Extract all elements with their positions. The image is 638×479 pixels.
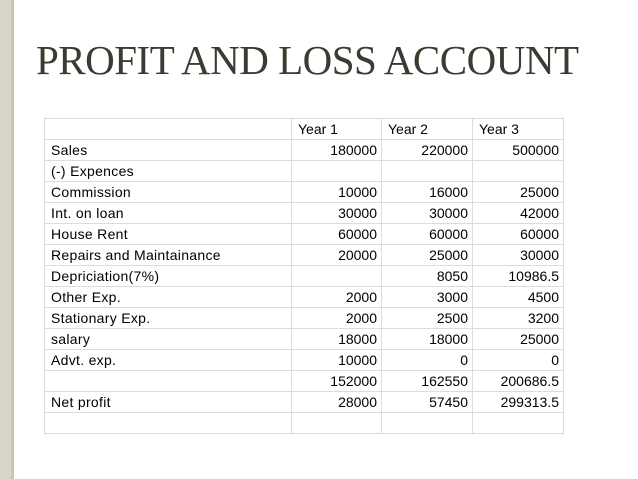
- row-value-cell-year-3: 299313.5: [473, 392, 564, 413]
- row-value-cell-year-1: 60000: [292, 224, 382, 245]
- row-value-cell-year-1: 20000: [292, 245, 382, 266]
- row-label-cell: (-) Expences: [45, 161, 292, 182]
- row-value-cell-year-2: 25000: [382, 245, 473, 266]
- slide-title: PROFIT AND LOSS ACCOUNT: [36, 37, 579, 83]
- row-value-cell-year-2: 3000: [382, 287, 473, 308]
- table-row: [45, 329, 564, 350]
- row-label-cell: Int. on loan: [45, 203, 292, 224]
- row-value-cell-year-3: 3200: [473, 308, 564, 329]
- table-header-row: [45, 119, 564, 140]
- row-value-cell-year-2: [382, 161, 473, 182]
- row-value-cell-year-1: 10000: [292, 350, 382, 371]
- row-value-cell-year-1: 152000: [292, 371, 382, 392]
- table-row: [45, 224, 564, 245]
- row-value-cell-year-3: 60000: [473, 224, 564, 245]
- row-value-cell-year-2: 16000: [382, 182, 473, 203]
- row-value-cell-year-1: [292, 161, 382, 182]
- row-value-cell-year-1: [292, 266, 382, 287]
- header-cell-year-2: Year 2: [382, 119, 473, 140]
- row-value-cell-year-3: 500000: [473, 140, 564, 161]
- row-value-cell-year-3: 30000: [473, 245, 564, 266]
- row-value-cell-year-1: 180000: [292, 140, 382, 161]
- table-row: [45, 392, 564, 413]
- profit-loss-table: [44, 118, 564, 434]
- row-label-cell: [45, 371, 292, 392]
- row-value-cell-year-1: 2000: [292, 287, 382, 308]
- table-row: [45, 140, 564, 161]
- row-value-cell-year-2: 30000: [382, 203, 473, 224]
- table-row: [45, 287, 564, 308]
- table-row: [45, 245, 564, 266]
- row-value-cell-year-1: 30000: [292, 203, 382, 224]
- row-value-cell-year-3: 25000: [473, 329, 564, 350]
- row-label-cell: [45, 413, 292, 434]
- table-row: [45, 266, 564, 287]
- decorative-side-bar: [0, 0, 14, 479]
- row-value-cell-year-2: 60000: [382, 224, 473, 245]
- row-value-cell-year-3: 25000: [473, 182, 564, 203]
- row-value-cell-year-2: 220000: [382, 140, 473, 161]
- row-label-cell: Sales: [45, 140, 292, 161]
- row-value-cell-year-3: 42000: [473, 203, 564, 224]
- row-value-cell-year-1: 10000: [292, 182, 382, 203]
- row-value-cell-year-3: [473, 161, 564, 182]
- row-value-cell-year-1: 28000: [292, 392, 382, 413]
- table-row: [45, 182, 564, 203]
- row-value-cell-year-1: [292, 413, 382, 434]
- header-cell-year-1: Year 1: [292, 119, 382, 140]
- row-label-cell: House Rent: [45, 224, 292, 245]
- table-row: [45, 413, 564, 434]
- row-value-cell-year-3: 10986.5: [473, 266, 564, 287]
- row-label-cell: salary: [45, 329, 292, 350]
- row-label-cell: Depriciation(7%): [45, 266, 292, 287]
- row-value-cell-year-2: 57450: [382, 392, 473, 413]
- row-label-cell: Commission: [45, 182, 292, 203]
- row-label-cell: Stationary Exp.: [45, 308, 292, 329]
- table-row: [45, 161, 564, 182]
- row-value-cell-year-3: 200686.5: [473, 371, 564, 392]
- row-label-cell: Net profit: [45, 392, 292, 413]
- row-value-cell-year-3: 0: [473, 350, 564, 371]
- row-label-cell: Advt. exp.: [45, 350, 292, 371]
- row-value-cell-year-2: 2500: [382, 308, 473, 329]
- row-value-cell-year-2: 18000: [382, 329, 473, 350]
- row-label-cell: Other Exp.: [45, 287, 292, 308]
- row-value-cell-year-1: 18000: [292, 329, 382, 350]
- table-row: [45, 350, 564, 371]
- row-label-cell: Repairs and Maintainance: [45, 245, 292, 266]
- header-cell-label: [45, 119, 292, 140]
- row-value-cell-year-2: 162550: [382, 371, 473, 392]
- table-row: [45, 308, 564, 329]
- header-cell-year-3: Year 3: [473, 119, 564, 140]
- row-value-cell-year-2: 0: [382, 350, 473, 371]
- table-body: [45, 140, 564, 434]
- row-value-cell-year-2: 8050: [382, 266, 473, 287]
- row-value-cell-year-3: 4500: [473, 287, 564, 308]
- row-value-cell-year-2: [382, 413, 473, 434]
- row-value-cell-year-3: [473, 413, 564, 434]
- row-value-cell-year-1: 2000: [292, 308, 382, 329]
- table-row: [45, 371, 564, 392]
- table-row: [45, 203, 564, 224]
